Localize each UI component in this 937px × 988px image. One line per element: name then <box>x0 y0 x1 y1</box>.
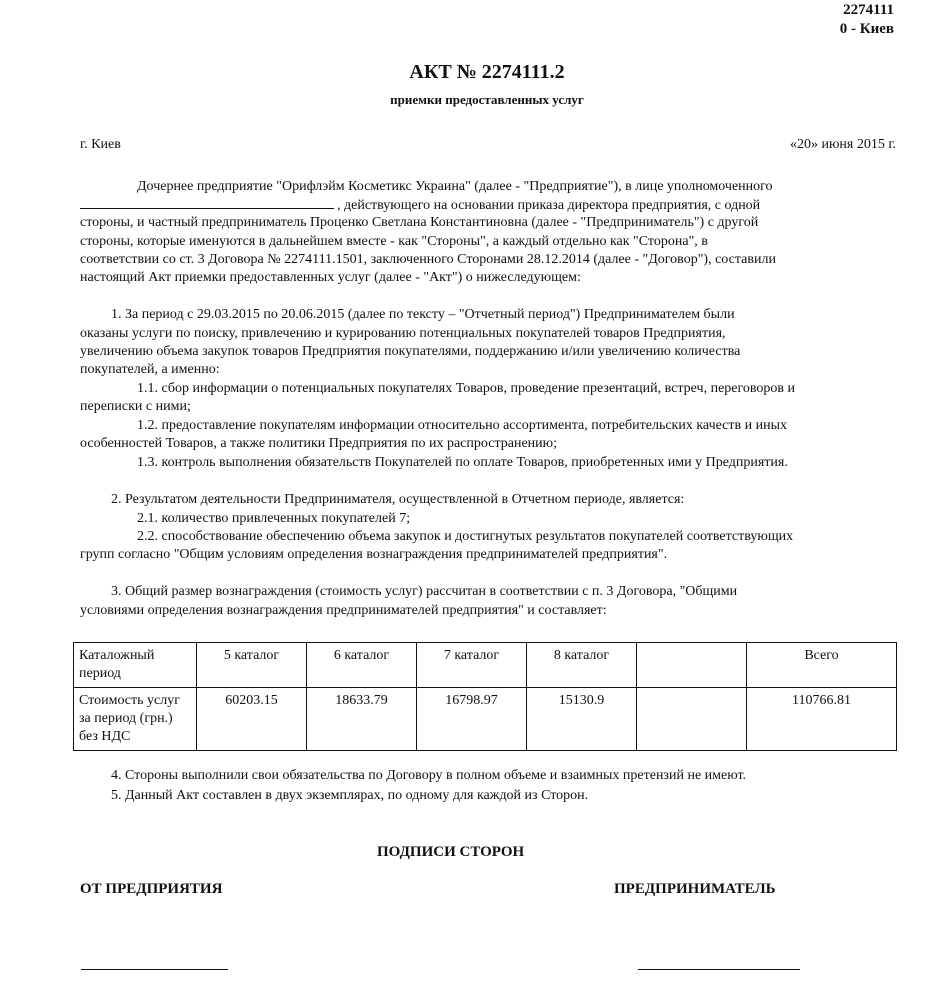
signature-right-label: ПРЕДПРИНИМАТЕЛЬ <box>614 881 776 897</box>
services-cost-table <box>73 642 897 751</box>
section1-line: переписки с ними; <box>80 399 191 414</box>
section1-line: 1. За период с 29.03.2015 по 20.06.2015 (далее по тексту – "Отчетный период") Предпринимателем были <box>111 307 735 322</box>
table-cell: 110766.81 <box>747 688 897 751</box>
corner-ref-line2: 0 - Киев <box>839 21 894 37</box>
preamble-line: стороны, и частный предприниматель Проценко Светлана Константиновна (далее - "Предприниматель") с другой <box>80 215 759 230</box>
signatures-heading: ПОДПИСИ СТОРОН <box>377 844 525 860</box>
section1-line: 1.1. сбор информации о потенциальных покупателях Товаров, проведение презентаций, встреч, переговоров и <box>137 381 796 396</box>
table-header-cell: 6 каталог <box>307 643 417 688</box>
table-header-cell: 5 каталог <box>197 643 307 688</box>
place: г. Киев <box>80 137 121 152</box>
section1-line: оказаны услуги по поиску, привлечению и курированию потенциальных покупателей товаров Предприятия, <box>80 326 726 341</box>
document-subtitle: приемки предоставленных услуг <box>390 92 584 107</box>
section5-line: 5. Данный Акт составлен в двух экземплярах, по одному для каждой из Сторон. <box>111 788 589 803</box>
section3-line: 3. Общий размер вознаграждения (стоимость услуг) рассчитан в соответствии с п. 3 Договора, "Общими <box>111 584 738 599</box>
section2-line: 2.2. способствование обеспечению объема закупок и достигнутых результатов покупателей соответствующих <box>137 529 794 544</box>
section2-line: групп согласно "Общим условиям определения вознаграждения предпринимателей предприятия". <box>80 547 668 562</box>
table-cell: 60203.15 <box>197 688 307 751</box>
section3-line: условиями определения вознаграждения предпринимателей предприятия" и составляет: <box>80 603 607 618</box>
representative-blank <box>80 196 334 209</box>
date: «20» июня 2015 г. <box>789 137 896 152</box>
table-header-cell <box>637 643 747 688</box>
section1-line: увеличению объема закупок товаров Предприятия покупателями, поддержанию и/или увеличению количества <box>80 344 741 359</box>
signature-left-label: ОТ ПРЕДПРИЯТИЯ <box>80 881 223 897</box>
table-cell <box>637 688 747 751</box>
section1-line: 1.2. предоставление покупателям информации относительно ассортимента, потребительских качеств и иных <box>137 418 788 433</box>
table-header-row <box>74 643 897 688</box>
table-header-cell: Всего <box>747 643 897 688</box>
table-header-cell: 8 каталог <box>527 643 637 688</box>
table-cell: 15130.9 <box>527 688 637 751</box>
signature-right-line <box>638 969 800 970</box>
section1-line: особенностей Товаров, а также политики Предприятия по их распространению; <box>80 436 557 451</box>
preamble-line: соответствии со ст. 3 Договора № 2274111.1501, заключенного Сторонами 28.12.2014 (далее - "Договор"), составили <box>80 252 776 267</box>
preamble-line: стороны, которые именуются в дальнейшем вместе - как "Стороны", а каждый отдельно как "Сторона", в <box>80 234 708 249</box>
section4-line: 4. Стороны выполнили свои обязательства по Договору в полном объеме и взаимных претензий не имеют. <box>111 768 747 783</box>
corner-ref-line1: 2274111 <box>843 2 894 18</box>
section2-line: 2. Результатом деятельности Предпринимателя, осуществленной в Отчетном периоде, является: <box>111 492 685 507</box>
table-cell: 16798.97 <box>417 688 527 751</box>
preamble-line: настоящий Акт приемки предоставленных услуг (далее - "Акт") о нижеследующем: <box>80 270 581 285</box>
table-cell: 18633.79 <box>307 688 417 751</box>
preamble-line: , действующего на основании приказа директора предприятия, с одной <box>80 196 760 215</box>
table-header-cell: Каталожный период <box>74 643 197 688</box>
table-header-cell: 7 каталог <box>417 643 527 688</box>
section1-line: покупателей, а именно: <box>80 362 220 377</box>
table-row <box>74 688 897 751</box>
signature-left-line <box>81 969 228 970</box>
table-cell: Стоимость услуг за период (грн.) без НДС <box>74 688 197 751</box>
document-title: АКТ № 2274111.2 <box>409 61 565 83</box>
preamble-line: Дочернее предприятие "Орифлэйм Косметикс Украина" (далее - "Предприятие"), в лице уполномоченного <box>137 179 773 194</box>
section2-line: 2.1. количество привлеченных покупателей 7; <box>137 511 411 526</box>
section1-line: 1.3. контроль выполнения обязательств Покупателей по оплате Товаров, приобретенных ими у Предприятия. <box>137 455 788 470</box>
